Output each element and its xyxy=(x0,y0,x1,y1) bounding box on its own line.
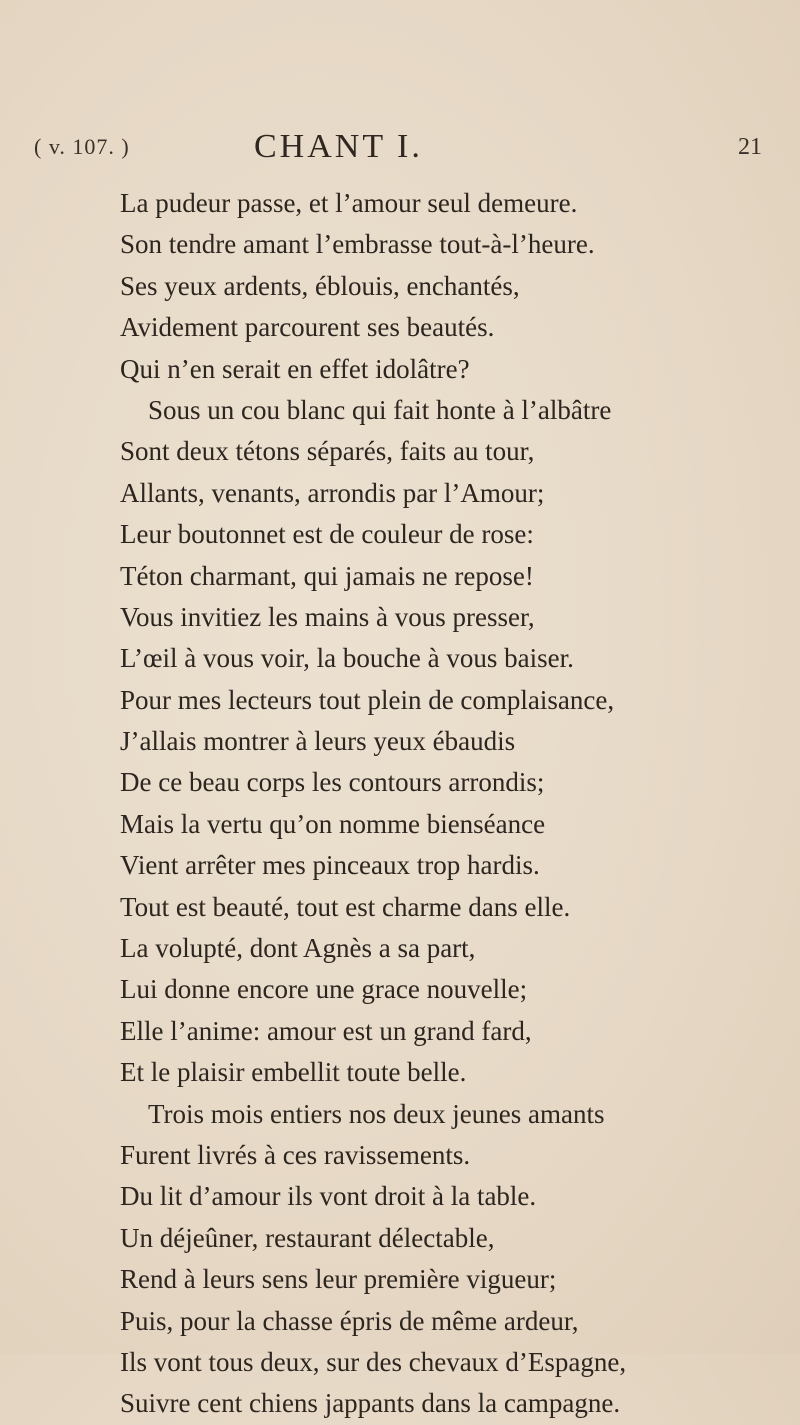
verse-line: Vous invitiez les mains à vous presser, xyxy=(120,601,535,632)
verse-line: Son tendre amant l’embrasse tout-à-l’heure. xyxy=(120,229,595,260)
verse-line: Tout est beauté, tout est charme dans elle. xyxy=(120,891,571,922)
verse-line: Puis, pour la chasse épris de même ardeur, xyxy=(120,1305,579,1336)
verse-line: Avidement parcourent ses beautés. xyxy=(120,312,495,343)
verse-line: De ce beau corps les contours arrondis; xyxy=(120,767,545,798)
verse-line: Pour mes lecteurs tout plein de complaisance, xyxy=(120,684,615,715)
verse-line: Elle l’anime: amour est un grand fard, xyxy=(120,1015,532,1046)
verse-line: Suivre cent chiens jappants dans la campagne. xyxy=(120,1388,621,1419)
verse-line: Vient arrêter mes pinceaux trop hardis. xyxy=(120,850,540,881)
verse-line: Téton charmant, qui jamais ne repose! xyxy=(120,560,534,591)
chapter-title: CHANT I. xyxy=(254,128,423,165)
verse-line: La volupté, dont Agnès a sa part, xyxy=(120,933,476,964)
verse-line: Allants, venants, arrondis par l’Amour; xyxy=(120,477,545,508)
page-number: 21 xyxy=(738,134,762,160)
poem-text xyxy=(120,183,780,1425)
verse-line: Sont deux tétons séparés, faits au tour, xyxy=(120,436,535,467)
verse-line: Et le plaisir embellit toute belle. xyxy=(120,1057,467,1088)
verse-line: Mais la vertu qu’on nomme bienséance xyxy=(120,808,546,839)
verse-line: Trois mois entiers nos deux jeunes amants xyxy=(148,1098,605,1129)
verse-line: Rend à leurs sens leur première vigueur; xyxy=(120,1264,557,1295)
verse-line: Furent livrés à ces ravissements. xyxy=(120,1139,471,1170)
verse-line: La pudeur passe, et l’amour seul demeure. xyxy=(120,188,578,218)
verse-line: Lui donne encore une grace nouvelle; xyxy=(120,974,528,1005)
verse-reference: ( v. 107. ) xyxy=(34,134,130,159)
verse-line: Qui n’en serait en effet idolâtre? xyxy=(120,353,470,384)
verse-line: L’œil à vous voir, la bouche à vous baiser. xyxy=(120,643,574,674)
verse-line: Sous un cou blanc qui fait honte à l’albâtre xyxy=(148,394,612,425)
verse-line: Ils vont tous deux, sur des chevaux d’Espagne, xyxy=(120,1346,627,1377)
running-header xyxy=(0,128,800,168)
verse-line: Leur boutonnet est de couleur de rose: xyxy=(120,519,534,550)
verse-line: Un déjeûner, restaurant délectable, xyxy=(120,1222,495,1253)
verse-line: Du lit d’amour ils vont droit à la table. xyxy=(120,1181,537,1212)
verse-line: Ses yeux ardents, éblouis, enchantés, xyxy=(120,270,520,301)
verse-line: J’allais montrer à leurs yeux ébaudis xyxy=(120,726,516,757)
